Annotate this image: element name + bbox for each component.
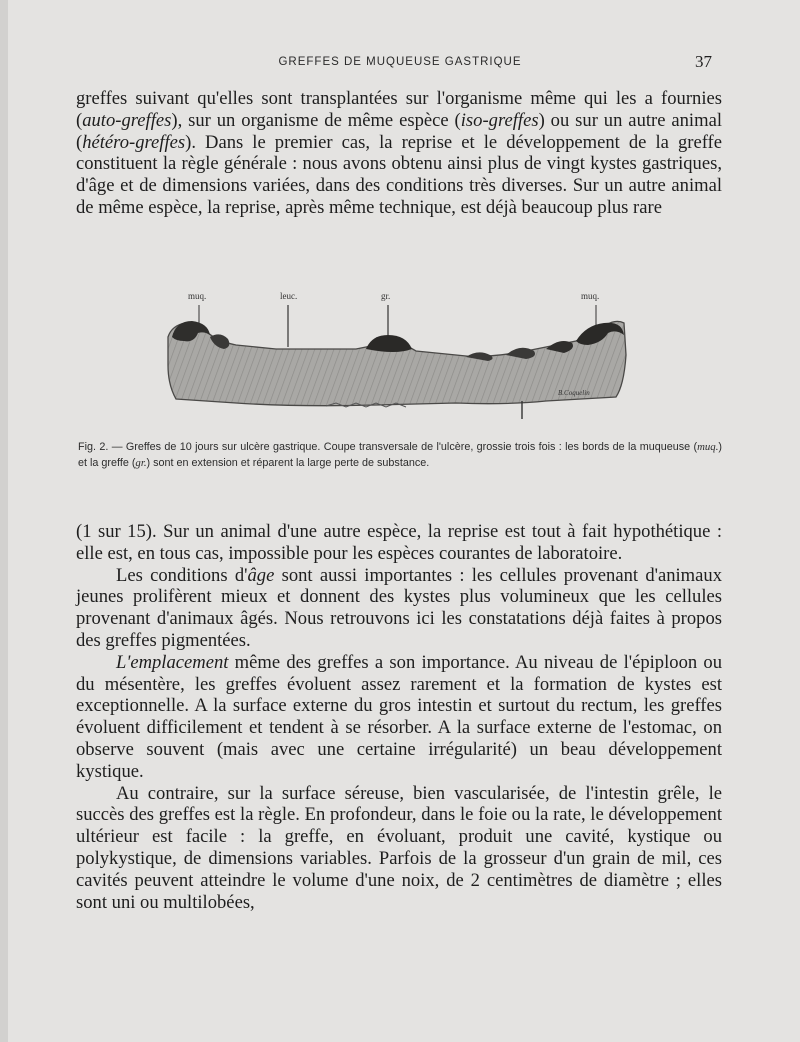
term-auto-greffes: auto-greffes [82, 109, 172, 131]
label-gr: gr. [381, 291, 391, 301]
graft-gr [366, 335, 412, 352]
running-head [0, 52, 800, 76]
term-hetero-greffes: hétéro-greffes [82, 131, 186, 153]
running-title: GREFFES DE MUQUEUSE GASTRIQUE [278, 56, 522, 68]
body-text [76, 521, 722, 913]
label-muq-left: muq. [188, 291, 207, 301]
figure-ulcer-section [76, 285, 722, 425]
paragraph-intestin: Au contraire, sur la surface séreuse, bien vascularisée, de l'intestin grêle, le succès des greffes est la règle. En profondeur, dans le foie ou la rate, le développement ultérieur est facile : la greffe, en évoluant, produit une cavité, kystique ou polykystique, de dimensions variables. Parfois de la grosseur d'un grain de mil, ces cavités peuvent atteindre le volume d'une noix, de 2 centimètres de diamètre ; elles sont uni ou multilobées, [76, 782, 722, 913]
engraver-signature: B.Coquelin [558, 389, 590, 397]
label-leuc: leuc. [280, 291, 298, 301]
paragraph-reprise: (1 sur 15). Sur un animal d'une autre espèce, la reprise est tout à fait hypothétique : elle est, en tous cas, impossible pour les espèces courantes de laboratoire. [76, 521, 722, 564]
paragraph-top [76, 88, 722, 219]
paragraph-emplacement: L'emplacement même des greffes a son importance. Au niveau de l'épiploon ou du mésentère, les greffes évoluent assez rarement et la formation de kystes est exceptionnelle. A la surface externe du gros intestin et surtout du rectum, les greffes évoluent difficilement et tendent à se résorber. A la surface externe de l'estomac, on observe souvent (mais avec une certaine irrégularité) un beau développement kystique. [76, 651, 722, 782]
term-emplacement: L'emplacement [116, 651, 229, 673]
tissue-section-illustration [76, 285, 722, 425]
page-edge [0, 0, 8, 1042]
page-number: 37 [695, 52, 712, 71]
label-muq-right: muq. [581, 291, 600, 301]
term-iso-greffes: iso-greffes [460, 109, 539, 131]
paragraph-age: Les conditions d'âge sont aussi importantes : les cellules provenant d'animaux jeunes prolifèrent mieux et donnent des kystes plus volumineux que les cellules provenant d'animaux âgés. Nous retrouvons ici les constatations déjà faites à propos des greffes pigmentées. [76, 564, 722, 651]
paragraph-greffes-types: greffes suivant qu'elles sont transplantées sur l'organisme même qui les a fournies (auto-greffes), sur un organisme de même espèce (iso-greffes) ou sur un autre animal (hétéro-greffes). Dans le premier cas, la reprise et le développement de la greffe constituent la règle générale : nous avons obtenu ainsi plus de vingt kystes gastriques, d'âge et de dimensions variées, dans des conditions très diverses. Sur un autre animal de même espèce, la reprise, après même technique, est déjà beaucoup plus rare [76, 88, 722, 218]
figure-caption: Fig. 2. — Greffes de 10 jours sur ulcère gastrique. Coupe transversale de l'ulcère, grossie trois fois : les bords de la muqueuse (muq.) et la greffe (gr.) sont en extension et réparent la large perte de substance. [78, 441, 722, 469]
term-age: âge [247, 564, 275, 586]
